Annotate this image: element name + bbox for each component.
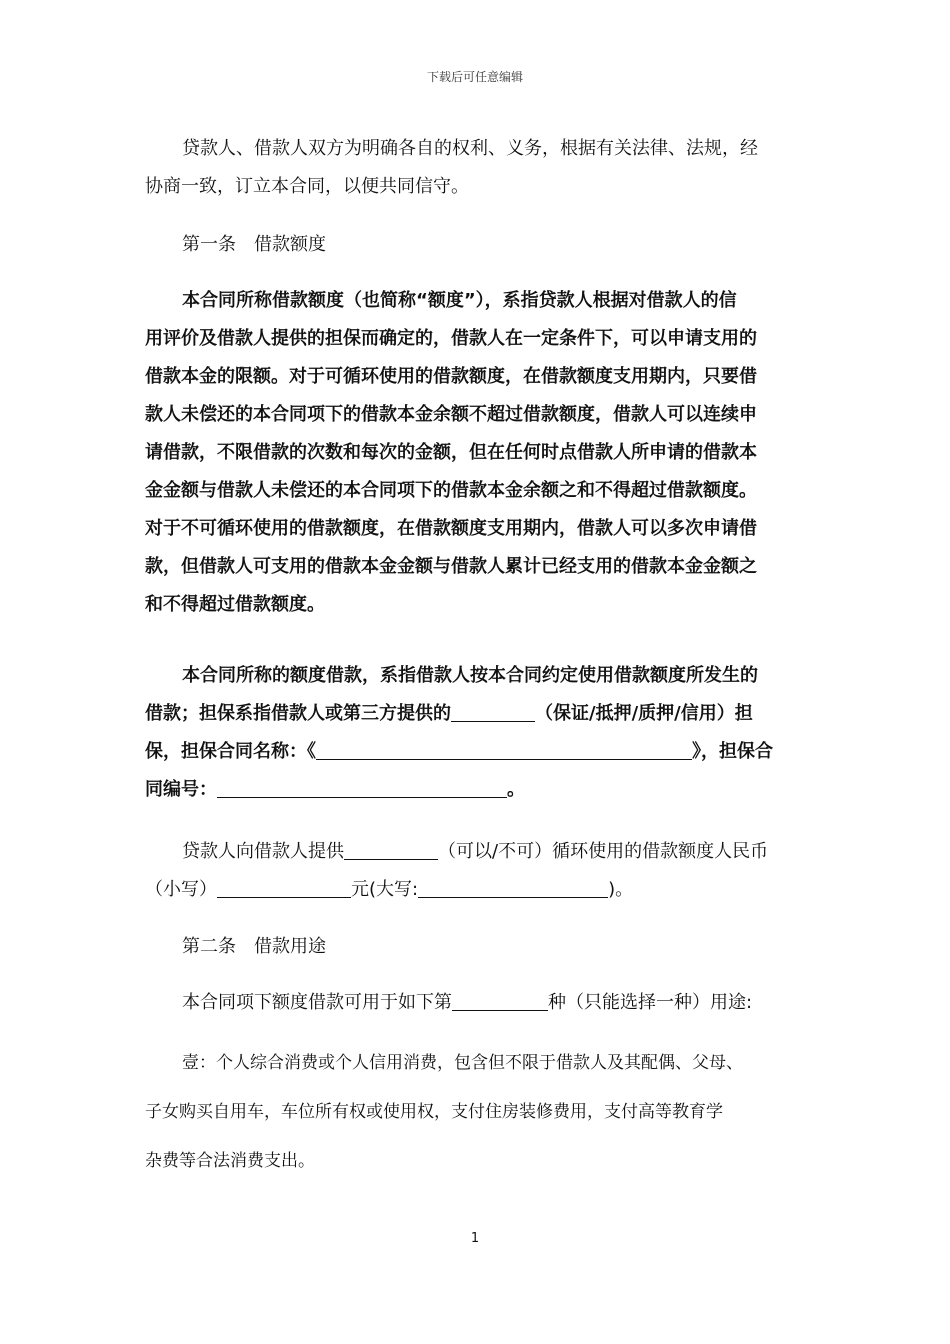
guarantor-blank[interactable]	[451, 701, 535, 722]
text-line: 保，担保合同名称：《 》，担保合	[145, 741, 773, 762]
page-number: 1	[470, 1231, 480, 1246]
article-2-heading: 第二条 借款用途	[182, 936, 326, 957]
text-line: （小写） 元(大写: )。	[145, 879, 634, 900]
guarantee-contract-name-blank[interactable]	[316, 739, 692, 760]
text-line: 本合同所称借款额度（也简称“额度”），系指贷款人根据对借款人的信	[182, 290, 737, 311]
text-line: 杂费等合法消费支出。	[145, 1151, 315, 1171]
text-line: 壹：个人综合消费或个人信用消费，包含但不限于借款人及其配偶、父母、	[182, 1053, 743, 1073]
text-line: 款，但借款人可支用的借款本金金额与借款人累计已经支用的借款本金金额之	[145, 556, 757, 577]
revolving-option-blank[interactable]	[344, 839, 438, 860]
purpose-option-1	[145, 1039, 805, 1186]
page-header: 下载后可任意编辑	[426, 70, 523, 84]
text-line: 对于不可循环使用的借款额度，在借款额度支用期内，借款人可以多次申请借	[145, 518, 757, 539]
credit-limit-definition	[145, 282, 805, 624]
guarantee-contract-number-blank[interactable]	[217, 777, 507, 798]
text-line: 用评价及借款人提供的担保而确定的，借款人在一定条件下，可以申请支用的	[145, 328, 757, 349]
text-line: 金金额与借款人未偿还的本合同项下的借款本金余额之和不得超过借款额度。	[145, 480, 757, 501]
intro-paragraph	[145, 130, 805, 206]
text-line: 本合同所称的额度借款，系指借款人按本合同约定使用借款额度所发生的	[182, 665, 758, 686]
purpose-selection-paragraph	[145, 984, 805, 1022]
text-line: 款人未偿还的本合同项下的借款本金余额不超过借款额度，借款人可以连续申	[145, 404, 757, 425]
guarantee-paragraph	[145, 657, 805, 809]
article-1-heading: 第一条 借款额度	[182, 234, 326, 255]
text-line: 借款本金的限额。对于可循环使用的借款额度，在借款额度支用期内，只要借	[145, 366, 757, 387]
text-line: 贷款人向借款人提供 （可以/不可）循环使用的借款额度人民币	[182, 841, 769, 862]
text-line: 子女购买自用车，车位所有权或使用权，支付住房装修费用，支付高等教育学	[145, 1102, 723, 1122]
text-line: 协商一致，订立本合同，以便共同信守。	[145, 176, 469, 197]
text-line: 借款；担保系指借款人或第三方提供的 （保证/抵押/质押/信用）担	[145, 703, 753, 724]
credit-amount-paragraph	[145, 833, 805, 909]
amount-words-blank[interactable]	[418, 877, 608, 898]
text-line: 贷款人、借款人双方为明确各自的权利、义务，根据有关法律、法规，经	[182, 138, 758, 159]
text-line: 请借款，不限借款的次数和每次的金额，但在任何时点借款人所申请的借款本	[145, 442, 757, 463]
text-line: 同编号： 。	[145, 779, 525, 800]
text-line: 和不得超过借款额度。	[145, 594, 325, 615]
purpose-number-blank[interactable]	[452, 990, 548, 1011]
amount-numeric-blank[interactable]	[217, 877, 351, 898]
text-line: 本合同项下额度借款可用于如下第 种（只能选择一种）用途:	[182, 992, 753, 1013]
